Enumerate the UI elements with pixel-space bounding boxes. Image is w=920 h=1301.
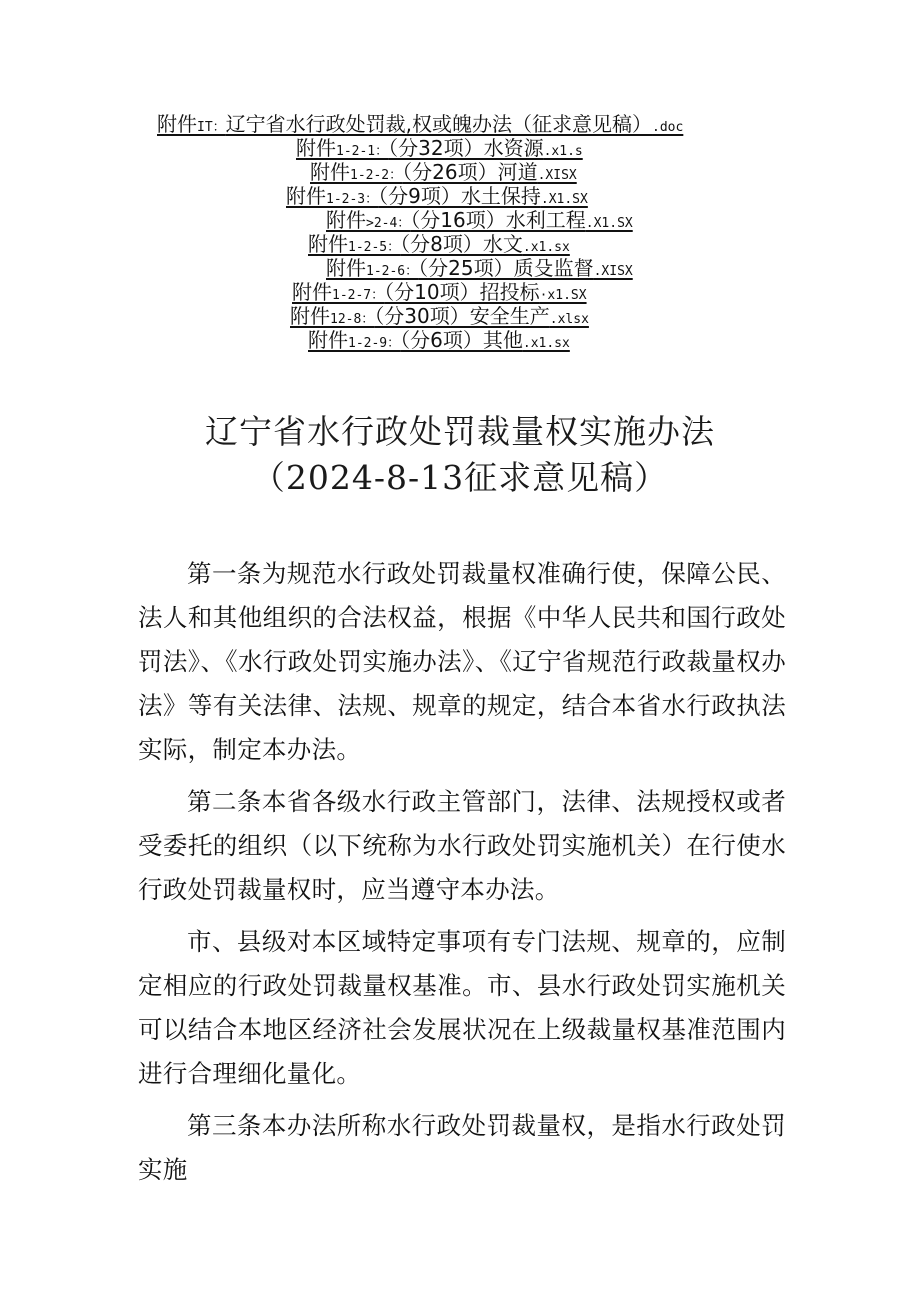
attachment-link-other[interactable] xyxy=(308,328,570,356)
attachment-code: >2-4： xyxy=(366,216,411,231)
attachment-prefix: 附件 xyxy=(296,136,336,160)
attachment-ext: .X1.SX xyxy=(540,192,588,207)
attachment-prefix: 附件 xyxy=(326,256,366,280)
paragraph-article-3: 第三条本办法所称水行政处罚裁量权，是指水行政处罚实施 xyxy=(138,1111,786,1184)
attachment-prefix: 附件 xyxy=(308,328,348,352)
attachment-code: 1-2-5： xyxy=(348,240,401,255)
attachment-code: 1-2-7： xyxy=(332,288,385,303)
attachment-title: （分6项）其他 xyxy=(400,328,523,352)
attachment-code: 1-2-1： xyxy=(336,144,389,159)
attachment-prefix: 附件 xyxy=(326,208,366,232)
attachment-ext: .x1.s xyxy=(543,144,583,159)
document-body xyxy=(138,552,786,1192)
attachment-code: 1-2-6： xyxy=(366,264,419,279)
attachment-prefix: 附件 xyxy=(308,232,348,256)
attachment-ext: .x1.sx xyxy=(522,336,570,351)
attachment-prefix: 附件 xyxy=(290,304,330,328)
attachment-ext: .XISX xyxy=(593,264,633,279)
attachment-ext: .xlsx xyxy=(549,312,589,327)
attachment-title: （分10项）招投标 xyxy=(384,280,540,304)
attachment-prefix: 附件 xyxy=(310,160,350,184)
attachment-prefix: 附件 xyxy=(286,184,326,208)
attachment-ext: ·x1.SX xyxy=(539,288,587,303)
paragraph-article-2: 第二条本省各级水行政主管部门，法律、法规授权或者受委托的组织（以下统称为水行政处罚实施机关）在行使水行政处罚裁量权时，应当遵守本办法。 xyxy=(138,787,786,904)
attachment-code: 1-2-2： xyxy=(350,168,403,183)
attachment-title: （分26项）河道 xyxy=(402,160,538,184)
attachment-prefix: 附件 xyxy=(292,280,332,304)
attachment-title: （分9项）水土保持 xyxy=(378,184,541,208)
attachment-prefix: 附件 xyxy=(157,112,197,136)
attachment-title: （分8项）水文 xyxy=(400,232,523,256)
attachment-code: 1-2-3： xyxy=(326,192,379,207)
attachment-title: （分25项）质殳监督 xyxy=(418,256,594,280)
attachment-ext: .X1.SX xyxy=(585,216,633,231)
attachment-title: 辽宁省水行政处罚裁,权或魄办法（征求意见稿） xyxy=(225,112,653,136)
attachment-code: 12-8： xyxy=(330,312,375,327)
attachment-ext: .XISX xyxy=(537,168,577,183)
attachment-title: （分32项）水资源 xyxy=(388,136,544,160)
attachment-ext: .doc xyxy=(652,120,684,135)
attachment-code: IT： xyxy=(197,120,226,135)
attachment-title: （分30项）安全生产 xyxy=(374,304,550,328)
attachment-ext: .x1.sx xyxy=(522,240,570,255)
paragraph-article-1: 第一条为规范水行政处罚裁量权准确行使，保障公民、法人和其他组织的合法权益，根据《中华人民共和国行政处罚法》、《水行政处罚实施办法》、《辽宁省规范行政裁量权办法》等有关法律、法规、规章的规定，结合本省水行政执法实际，制定本办法。 xyxy=(138,559,786,764)
document-subtitle: （2024-8-13征求意见稿） xyxy=(251,458,669,497)
attachment-code: 1-2-9： xyxy=(348,336,401,351)
document-title: 辽宁省水行政处罚裁量权实施办法 xyxy=(205,412,715,451)
attachment-title: （分16项）水利工程 xyxy=(410,208,586,232)
paragraph-article-2-cont: 市、县级对本区域特定事项有专门法规、规章的，应制定相应的行政处罚裁量权基准。市、县水行政处罚实施机关可以结合本地区经济社会发展状况在上级裁量权基准范围内进行合理细化量化。 xyxy=(138,927,786,1088)
